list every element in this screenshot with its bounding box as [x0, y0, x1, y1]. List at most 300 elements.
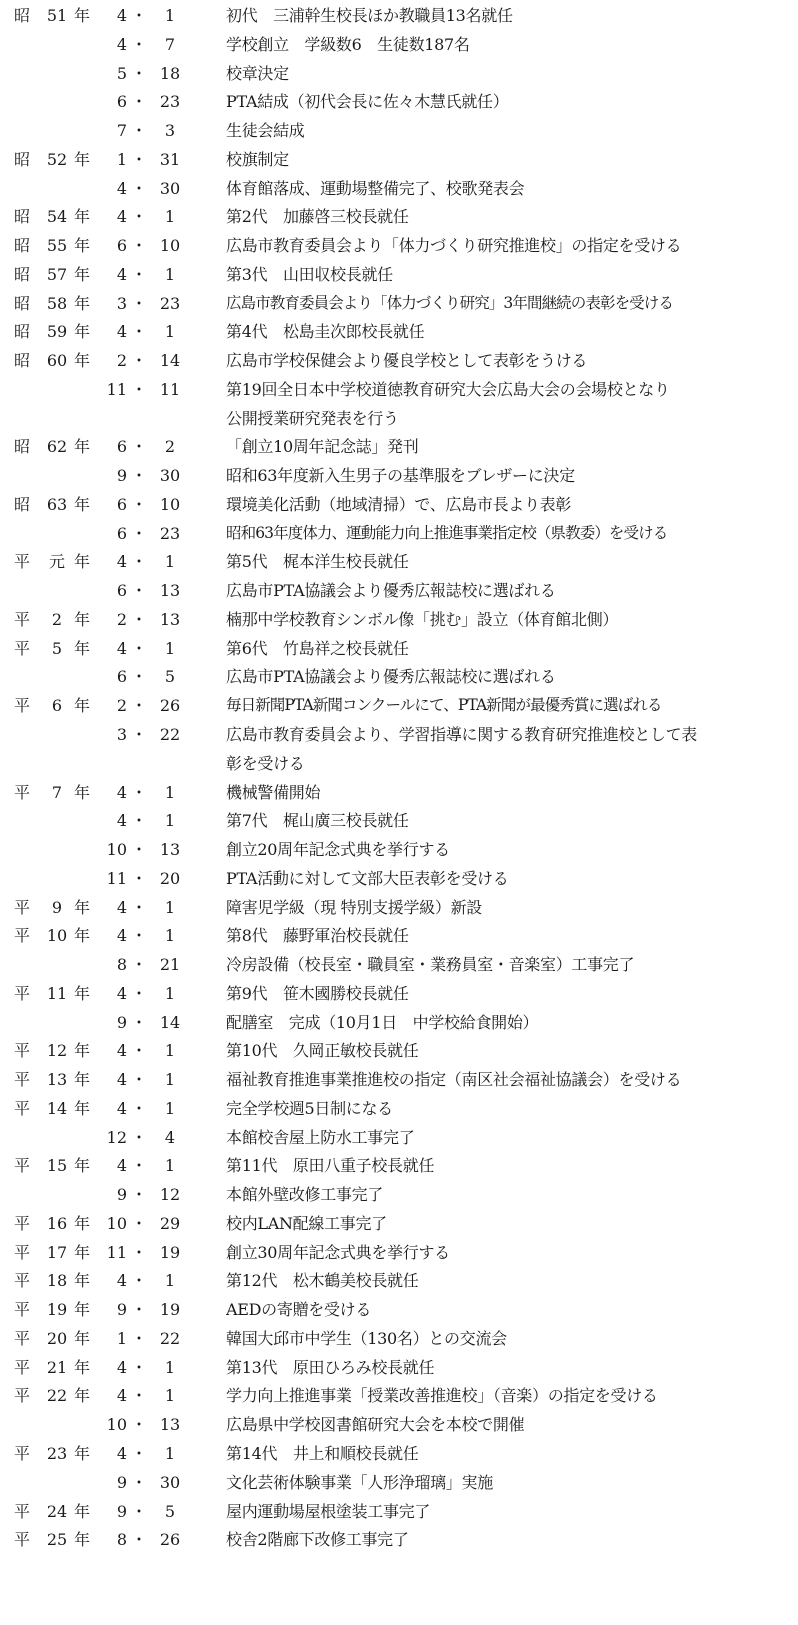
day: 1: [164, 1070, 176, 1090]
era-label: 平: [14, 1098, 31, 1118]
event-text: 毎日新聞PTA新聞コンクールにて、PTA新聞が最優秀賞に選ばれる: [226, 696, 662, 715]
day: 1: [164, 1041, 176, 1061]
month: 1: [116, 149, 127, 169]
event-text: PTA活動に対して文部大臣表彰を受ける: [226, 868, 509, 888]
event-text: 校内LAN配線工事完了: [226, 1213, 387, 1233]
timeline-row: [0, 1065, 798, 1094]
era-label: 平: [14, 1386, 31, 1406]
timeline-row: [0, 174, 798, 203]
timeline-row: [0, 893, 798, 922]
timeline-row: [0, 1525, 798, 1554]
year-suffix: 年: [74, 1242, 91, 1262]
timeline-row: [0, 835, 798, 864]
era-year: 15: [46, 1156, 68, 1176]
year-suffix: 年: [74, 782, 91, 802]
event-text: 広島市教育委員会より「体力づくり研究」3年間継続の表彰を受ける: [226, 293, 673, 312]
year-suffix: 年: [74, 638, 91, 658]
era-label: 昭: [14, 351, 31, 371]
era-year: 9: [51, 897, 63, 917]
timeline-row: [0, 605, 798, 634]
date-separator: ・: [130, 34, 147, 54]
month: 11: [106, 1242, 127, 1262]
day: 18: [159, 63, 181, 83]
event-text: 創立30周年記念式典を挙行する: [226, 1242, 450, 1262]
date-separator: ・: [130, 1271, 147, 1291]
timeline-row: [0, 404, 798, 433]
era-label: 平: [14, 1213, 31, 1233]
era-label: 昭: [14, 6, 31, 25]
timeline-row: [0, 1497, 798, 1526]
date-separator: ・: [130, 1185, 147, 1205]
day: 1: [164, 926, 176, 946]
timeline-row: [0, 1, 798, 30]
timeline-row: [0, 691, 798, 720]
month: 2: [116, 609, 127, 629]
date-separator: ・: [130, 63, 147, 83]
event-text: 機械警備開始: [226, 782, 321, 802]
date-separator: ・: [130, 609, 147, 629]
date-separator: ・: [130, 1012, 147, 1032]
event-text: 配膳室 完成（10月1日 中学校給食開始）: [226, 1012, 539, 1032]
day: 13: [159, 1415, 181, 1435]
month: 9: [116, 466, 127, 486]
event-text: 第2代 加藤啓三校長就任: [226, 207, 409, 227]
event-text: 昭和63年度体力、運動能力向上推進事業指定校（県教委）を受ける: [226, 523, 668, 542]
year-suffix: 年: [74, 149, 91, 169]
day: 10: [159, 494, 181, 514]
timeline-row: [0, 260, 798, 289]
year-suffix: 年: [74, 1530, 91, 1550]
timeline-row: [0, 145, 798, 174]
month: 6: [116, 581, 127, 601]
timeline-row: [0, 1238, 798, 1267]
date-separator: ・: [130, 581, 147, 601]
date-separator: ・: [130, 178, 147, 198]
year-suffix: 年: [74, 983, 91, 1003]
day: 7: [164, 34, 176, 54]
date-separator: ・: [130, 1501, 147, 1521]
day: 29: [159, 1213, 181, 1233]
event-text: 広島市PTA協議会より優秀広報誌校に選ばれる: [226, 667, 556, 687]
timeline-row: [0, 749, 798, 778]
event-text: 公開授業研究発表を行う: [226, 408, 399, 428]
era-year: 52: [46, 149, 68, 169]
date-separator: ・: [130, 667, 147, 687]
timeline-row: [0, 1324, 798, 1353]
era-label: 平: [14, 1501, 31, 1521]
month: 11: [106, 379, 127, 399]
event-text: PTA結成（初代会長に佐々木慧氏就任）: [226, 92, 509, 112]
month: 6: [116, 236, 127, 256]
month: 6: [116, 92, 127, 112]
date-separator: ・: [130, 293, 147, 313]
era-label: 平: [14, 1070, 31, 1090]
month: 4: [116, 897, 127, 917]
day: 1: [164, 1444, 176, 1463]
date-separator: ・: [130, 1357, 147, 1377]
year-suffix: 年: [74, 1357, 91, 1377]
timeline-row: [0, 87, 798, 116]
era-label: 平: [14, 609, 31, 629]
year-suffix: 年: [74, 1213, 91, 1233]
month: 6: [116, 437, 127, 457]
date-separator: ・: [130, 1213, 147, 1233]
month: 10: [106, 1415, 127, 1435]
date-separator: ・: [130, 983, 147, 1003]
era-year: 62: [46, 437, 68, 457]
year-suffix: 年: [74, 322, 91, 342]
date-separator: ・: [130, 523, 147, 543]
timeline-row: [0, 778, 798, 807]
month: 9: [116, 1472, 127, 1492]
timeline-row: [0, 317, 798, 346]
date-separator: ・: [130, 494, 147, 514]
day: 1: [164, 983, 176, 1003]
month: 9: [116, 1185, 127, 1205]
date-separator: ・: [130, 696, 147, 716]
era-label: 昭: [14, 207, 31, 227]
era-year: 20: [46, 1328, 68, 1348]
day: 31: [159, 149, 181, 169]
day: 13: [159, 581, 181, 601]
month: 4: [116, 638, 127, 658]
era-year: 23: [46, 1444, 68, 1463]
timeline-row: [0, 634, 798, 663]
day: 1: [164, 1271, 176, 1291]
timeline-row: [0, 231, 798, 260]
era-label: 平: [14, 1041, 31, 1061]
year-suffix: 年: [74, 437, 91, 457]
era-year: 59: [46, 322, 68, 342]
year-suffix: 年: [74, 609, 91, 629]
month: 11: [106, 868, 127, 888]
era-label: 平: [14, 983, 31, 1003]
timeline-row: [0, 979, 798, 1008]
event-text: 第4代 松島圭次郎校長就任: [226, 322, 425, 342]
era-label: 平: [14, 552, 31, 572]
era-year: 14: [46, 1098, 68, 1118]
event-text: 昭和63年度新入生男子の基準服をブレザーに決定: [226, 466, 575, 486]
date-separator: ・: [130, 121, 147, 141]
era-label: 平: [14, 1156, 31, 1176]
timeline-row: [0, 432, 798, 461]
day: 1: [164, 207, 176, 227]
event-text: 広島市教育委員会より「体力づくり研究推進校」の指定を受ける: [226, 236, 682, 256]
timeline-row: [0, 1439, 798, 1468]
month: 10: [106, 1213, 127, 1233]
day: 1: [164, 552, 176, 572]
day: 1: [164, 897, 176, 917]
day: 19: [159, 1300, 181, 1320]
year-suffix: 年: [74, 1300, 91, 1320]
era-label: 昭: [14, 264, 31, 284]
day: 5: [164, 1501, 176, 1521]
date-separator: ・: [130, 1472, 147, 1492]
year-suffix: 年: [74, 1070, 91, 1090]
event-text: 第13代 原田ひろみ校長就任: [226, 1357, 435, 1377]
day: 1: [164, 6, 176, 25]
timeline-row: [0, 1295, 798, 1324]
month: 3: [116, 293, 127, 313]
timeline-row: [0, 662, 798, 691]
date-separator: ・: [130, 1156, 147, 1176]
timeline-row: [0, 1266, 798, 1295]
timeline-row: [0, 720, 798, 749]
date-separator: ・: [130, 1386, 147, 1406]
event-text: 校旗制定: [226, 149, 289, 169]
timeline-row: [0, 375, 798, 404]
era-year: 17: [46, 1242, 68, 1262]
date-separator: ・: [130, 897, 147, 917]
day: 1: [164, 1098, 176, 1118]
event-text: 学力向上推進事業「授業改善推進校」（音楽）の指定を受ける: [226, 1386, 658, 1406]
year-suffix: 年: [74, 897, 91, 917]
day: 13: [159, 840, 181, 860]
era-year: 55: [46, 236, 68, 256]
timeline-row: [0, 346, 798, 375]
date-separator: ・: [130, 1098, 147, 1118]
day: 19: [159, 1242, 181, 1262]
day: 20: [159, 868, 181, 888]
era-year: 57: [46, 264, 68, 284]
date-separator: ・: [130, 725, 147, 744]
year-suffix: 年: [74, 494, 91, 514]
era-year: 11: [46, 983, 68, 1003]
month: 3: [116, 725, 127, 744]
day: 3: [164, 121, 176, 141]
month: 4: [116, 983, 127, 1003]
date-separator: ・: [130, 236, 147, 256]
event-text: 屋内運動場屋根塗装工事完了: [226, 1501, 431, 1521]
year-suffix: 年: [74, 236, 91, 256]
day: 30: [159, 1472, 181, 1492]
era-year: 6: [51, 696, 63, 716]
date-separator: ・: [130, 1041, 147, 1061]
year-suffix: 年: [74, 1041, 91, 1061]
era-label: 平: [14, 638, 31, 658]
month: 4: [116, 1070, 127, 1090]
month: 4: [116, 552, 127, 572]
timeline-row: [0, 921, 798, 950]
timeline-row: [0, 490, 798, 519]
era-label: 平: [14, 1530, 31, 1550]
date-separator: ・: [130, 782, 147, 802]
year-suffix: 年: [74, 293, 91, 313]
event-text: 韓国大邱市中学生（130名）との交流会: [226, 1328, 507, 1348]
event-text: 冷房設備（校長室・職員室・業務員室・音楽室）工事完了: [226, 955, 635, 975]
day: 1: [164, 264, 176, 284]
event-text: 第12代 松木鶴美校長就任: [226, 1271, 419, 1291]
timeline-row: [0, 519, 798, 548]
month: 2: [116, 351, 127, 371]
era-year: 24: [46, 1501, 68, 1521]
day: 30: [159, 178, 181, 198]
era-label: 昭: [14, 149, 31, 169]
month: 8: [116, 1530, 127, 1550]
timeline-row: [0, 289, 798, 318]
date-separator: ・: [130, 926, 147, 946]
date-separator: ・: [130, 1127, 147, 1147]
date-separator: ・: [130, 92, 147, 112]
event-text: 広島市教育委員会より、学習指導に関する教育研究推進校として表: [226, 725, 698, 744]
day: 23: [159, 523, 181, 543]
event-text: 校舎2階廊下改修工事完了: [226, 1530, 409, 1550]
era-year: 元: [48, 552, 65, 572]
event-text: 第8代 藤野軍治校長就任: [226, 926, 409, 946]
event-text: 学校創立 学級数6 生徒数187名: [226, 34, 470, 54]
date-separator: ・: [130, 1070, 147, 1090]
day: 23: [159, 293, 181, 313]
month: 2: [116, 696, 127, 716]
era-label: 平: [14, 1444, 31, 1463]
era-year: 16: [46, 1213, 68, 1233]
era-year: 5: [51, 638, 63, 658]
date-separator: ・: [130, 1415, 147, 1435]
era-label: 平: [14, 1328, 31, 1348]
year-suffix: 年: [74, 1156, 91, 1176]
month: 9: [116, 1012, 127, 1032]
event-text: 完全学校週5日制になる: [226, 1098, 393, 1118]
timeline-row: [0, 1008, 798, 1037]
timeline-row: [0, 864, 798, 893]
era-label: 昭: [14, 322, 31, 342]
date-separator: ・: [130, 1530, 147, 1550]
day: 13: [159, 609, 181, 629]
date-separator: ・: [130, 322, 147, 342]
event-text: 創立20周年記念式典を挙行する: [226, 840, 450, 860]
era-year: 2: [51, 609, 63, 629]
timeline-row: [0, 1353, 798, 1382]
timeline-row: [0, 1381, 798, 1410]
month: 4: [116, 322, 127, 342]
year-suffix: 年: [74, 552, 91, 572]
era-year: 63: [46, 494, 68, 514]
month: 4: [116, 34, 127, 54]
era-year: 58: [46, 293, 68, 313]
month: 6: [116, 667, 127, 687]
month: 4: [116, 1357, 127, 1377]
era-label: 昭: [14, 293, 31, 313]
timeline-row: [0, 59, 798, 88]
month: 8: [116, 955, 127, 975]
timeline-row: [0, 116, 798, 145]
month: 9: [116, 1501, 127, 1521]
era-label: 平: [14, 696, 31, 716]
timeline-row: [0, 576, 798, 605]
date-separator: ・: [130, 437, 147, 457]
era-label: 平: [14, 782, 31, 802]
event-text: 初代 三浦幹生校長ほか教職員13名就任: [226, 6, 513, 25]
date-separator: ・: [130, 466, 147, 486]
month: 6: [116, 494, 127, 514]
event-text: 第14代 井上和順校長就任: [226, 1444, 419, 1463]
day: 11: [159, 379, 181, 399]
event-text: 文化芸術体験事業「人形浄瑠璃」実施: [226, 1472, 493, 1492]
day: 22: [159, 1328, 181, 1348]
era-year: 13: [46, 1070, 68, 1090]
era-year: 60: [46, 351, 68, 371]
month: 4: [116, 1271, 127, 1291]
date-separator: ・: [130, 552, 147, 572]
event-text: 第9代 笹木國勝校長就任: [226, 983, 409, 1003]
era-year: 19: [46, 1300, 68, 1320]
month: 10: [106, 840, 127, 860]
era-label: 昭: [14, 494, 31, 514]
event-text: 生徒会結成: [226, 121, 305, 141]
day: 1: [164, 1386, 176, 1406]
event-text: 本館外壁改修工事完了: [226, 1185, 384, 1205]
month: 4: [116, 178, 127, 198]
timeline-row: [0, 202, 798, 231]
date-separator: ・: [130, 811, 147, 831]
month: 4: [116, 782, 127, 802]
date-separator: ・: [130, 638, 147, 658]
date-separator: ・: [130, 351, 147, 371]
event-text: 本館校舎屋上防水工事完了: [226, 1127, 415, 1147]
era-label: 平: [14, 897, 31, 917]
month: 4: [116, 207, 127, 227]
date-separator: ・: [130, 1328, 147, 1348]
timeline-row: [0, 1123, 798, 1152]
event-text: 第7代 梶山廣三校長就任: [226, 811, 409, 831]
day: 12: [159, 1185, 181, 1205]
date-separator: ・: [130, 264, 147, 284]
month: 4: [116, 1098, 127, 1118]
event-text: 第10代 久岡正敏校長就任: [226, 1041, 419, 1061]
date-separator: ・: [130, 207, 147, 227]
year-suffix: 年: [74, 926, 91, 946]
day: 2: [164, 437, 176, 457]
event-text: 第3代 山田収校長就任: [226, 264, 393, 284]
event-text: 広島市学校保健会より優良学校として表彰をうける: [226, 351, 588, 371]
month: 4: [116, 1444, 127, 1463]
date-separator: ・: [130, 379, 147, 399]
day: 5: [164, 667, 176, 687]
month: 4: [116, 811, 127, 831]
timeline-row: [0, 547, 798, 576]
event-text: 体育館落成、運動場整備完了、校歌発表会: [226, 178, 525, 198]
day: 23: [159, 92, 181, 112]
era-year: 22: [46, 1386, 68, 1406]
year-suffix: 年: [74, 696, 91, 716]
year-suffix: 年: [74, 1328, 91, 1348]
event-text: 彰を受ける: [226, 753, 305, 773]
month: 5: [116, 63, 127, 83]
event-text: 第5代 梶本洋生校長就任: [226, 552, 409, 572]
era-year: 21: [46, 1357, 68, 1377]
event-text: 環境美化活動（地域清掃）で、広島市長より表彰: [226, 494, 572, 514]
year-suffix: 年: [74, 1444, 91, 1463]
day: 14: [159, 1012, 181, 1032]
era-year: 18: [46, 1271, 68, 1291]
era-label: 平: [14, 926, 31, 946]
timeline-row: [0, 461, 798, 490]
date-separator: ・: [130, 1300, 147, 1320]
era-year: 54: [46, 207, 68, 227]
timeline-row: [0, 1209, 798, 1238]
date-separator: ・: [130, 149, 147, 169]
year-suffix: 年: [74, 1386, 91, 1406]
month: 7: [116, 121, 127, 141]
era-year: 12: [46, 1041, 68, 1061]
era-label: 平: [14, 1242, 31, 1262]
event-text: 校章決定: [226, 63, 289, 83]
day: 1: [164, 1357, 176, 1377]
year-suffix: 年: [74, 207, 91, 227]
year-suffix: 年: [74, 264, 91, 284]
day: 22: [159, 725, 181, 744]
month: 12: [106, 1127, 127, 1147]
